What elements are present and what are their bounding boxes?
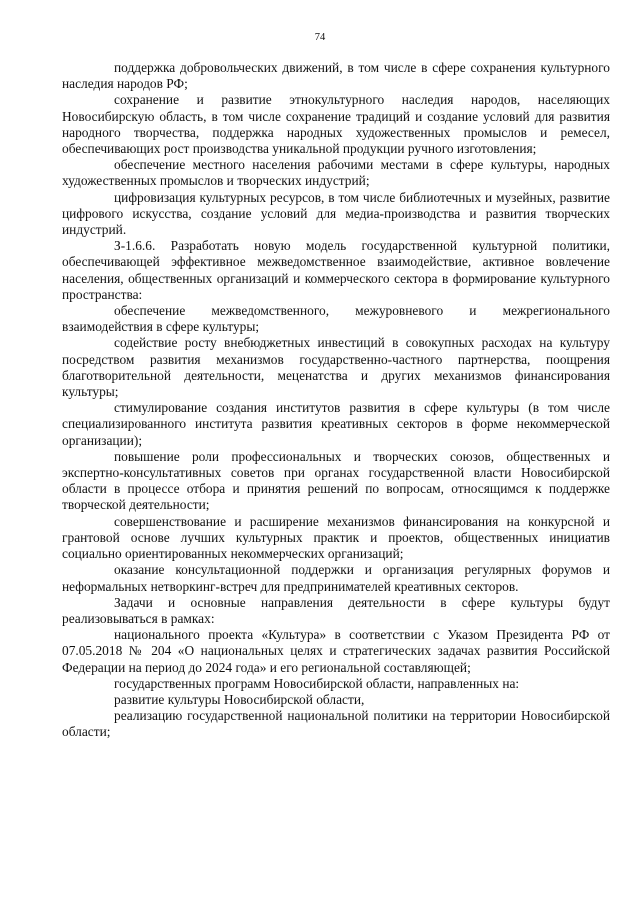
paragraph: Задачи и основные направления деятельности в сфере культуры будут реализовываться в рамках:	[62, 594, 610, 626]
paragraph: обеспечение межведомственного, межуровневого и межрегионального взаимодействия в сфере культуры;	[62, 303, 610, 335]
paragraph: обеспечение местного населения рабочими местами в сфере культуры, народных художественных промыслов и творческих индустрий;	[62, 157, 610, 189]
paragraph: цифровизация культурных ресурсов, в том числе библиотечных и музейных, развитие цифрового искусства, создание условий для медиа-производства и развития творческих индустрий.	[62, 189, 610, 238]
document-body	[62, 60, 610, 741]
paragraph: государственных программ Новосибирской области, направленных на:	[114, 675, 520, 691]
paragraph: оказание консультационной поддержки и организация регулярных форумов и неформальных нетворкинг-встреч для предпринимателей креативных секторов.	[62, 562, 610, 594]
paragraph: поддержка добровольческих движений, в том числе в сфере сохранения культурного наследия народов РФ;	[62, 60, 610, 92]
paragraph: сохранение и развитие этнокультурного наследия народов, населяющих Новосибирскую область, в том числе сохранение традиций и создание условий для развития народного творчества, поддержка народных художественных промыслов и ремесел, обеспечивающих рост производства уникальной продукции ручного изготовления;	[62, 92, 610, 157]
paragraph: повышение роли профессиональных и творческих союзов, общественных и экспертно-консультативных советов при органах государственной власти Новосибирской области в процессе отбора и принятия решений по вопросам, относящимся к поддержке творческой деятельности;	[62, 448, 610, 513]
paragraph: совершенствование и расширение механизмов финансирования на конкурсной и грантовой основе лучших культурных практик и проектов, общественных инициатив социально ориентированных некоммерческих организаций;	[62, 513, 610, 562]
paragraph: национального проекта «Культура» в соответствии с Указом Президента РФ от 07.05.2018 № 204 «О национальных целях и стратегических задачах развития Российской Федерации на период до 2024 года» и его региональной составляющей;	[62, 627, 610, 675]
paragraph: стимулирование создания институтов развития в сфере культуры (в том числе специализированного института развития креативных секторов в форме некоммерческой организации);	[62, 400, 610, 448]
paragraph: развитие культуры Новосибирской области,	[114, 691, 365, 707]
page-number: 74	[314, 32, 326, 43]
paragraph: реализацию государственной национальной политики на территории Новосибирской области;	[62, 708, 610, 740]
paragraph: содействие росту внебюджетных инвестиций в совокупных расходах на культуру посредством развития механизмов государственно-частного партнерства, поощрения благотворительной деятельности, меценатства и других механизмов финансирования культуры;	[62, 335, 610, 400]
section-paragraph-3-1-6-6: З-1.6.6. Разработать новую модель государственной культурной политики, обеспечивающей эффективное межведомственное взаимодействие, активное вовлечение населения, общественных организаций и коммерческого сектора в формирование культурного пространства:	[62, 238, 610, 302]
